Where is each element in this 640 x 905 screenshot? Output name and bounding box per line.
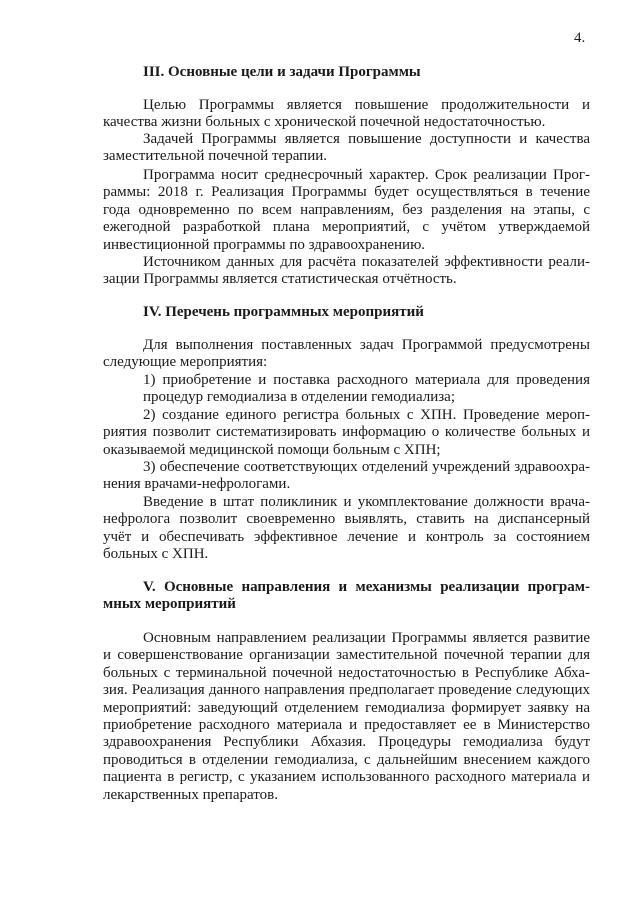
text-line: Введение в штат поликлиник и укомплектование должности врача-	[143, 494, 590, 510]
text-line: здравоохранения Республики Абхазия. Процедуры гемодиализа будут	[103, 734, 590, 751]
paragraph-term	[103, 167, 590, 254]
paragraph-task	[103, 131, 590, 166]
paragraph-intro	[103, 337, 590, 372]
text-line: риятия позволит систематизировать информацию о количестве больных и	[103, 424, 590, 441]
text-line: пациента в регистр, с указанием использованного расходного материала и	[103, 769, 590, 786]
text-line: заместительной почечной терапии.	[103, 148, 328, 165]
paragraph-source	[103, 254, 590, 289]
text-line: нения врачами-нефрологами.	[103, 476, 291, 493]
text-line: приобретение расходного материала и предоставляет ее в Министерство	[103, 716, 590, 733]
text-line: больных с ХПН.	[103, 546, 209, 563]
text-line: Основным направлением реализации Программы является развитие	[143, 630, 590, 646]
text-line: процедур гемодиализа в отделении гемодиализа;	[143, 389, 456, 406]
page-number: 4.	[574, 30, 586, 46]
text-line: Программа носит среднесрочный характер. Срок реализации Прог-	[143, 167, 590, 183]
text-line: следующие мероприятия:	[103, 354, 268, 371]
text-line: зации Программы является статистическая отчётность.	[103, 271, 457, 288]
heading-line: V. Основные направления и механизмы реализации програм-	[143, 579, 590, 595]
heading-section-3	[103, 64, 590, 81]
paragraph-staffing	[103, 494, 590, 564]
text-line: инвестиционной программы по здравоохранению.	[103, 236, 426, 253]
text-line: проводиться в отделении гемодиализа, с дальнейшим внесением каждого	[103, 751, 590, 768]
list-item-2	[103, 407, 590, 459]
text-line: Задачей Программы является повышение доступности и качества	[143, 131, 590, 147]
text-line: качества жизни больных с хронической почечной недостаточностью.	[103, 114, 546, 131]
text-line: года одновременно по всем направлениям, без разделения на этапы, с	[103, 201, 590, 218]
text-line: 1) приобретение и поставка расходного материала для проведения	[143, 372, 590, 388]
heading-line: IV. Перечень программных мероприятий	[143, 304, 424, 320]
text-line: и совершенствование организации заместительной почечной терапии для	[103, 647, 590, 664]
list-item-3	[103, 459, 590, 494]
text-line: учёт и обеспечивать эффективное лечение и контроль за состоянием	[103, 528, 590, 545]
paragraph-goal	[103, 97, 590, 132]
text-line: лекарственных препаратов.	[103, 786, 278, 803]
text-line: зия. Реализация данного направления предполагает проведение следующих	[103, 682, 590, 699]
heading-line: III. Основные цели и задачи Программы	[143, 64, 421, 80]
text-line: 2) создание единого регистра больных с ХПН. Проведение мероп-	[143, 407, 590, 423]
text-line: раммы: 2018 г. Реализация Программы будет осуществляться в течение	[103, 184, 590, 201]
heading-line: мных мероприятий	[103, 596, 236, 613]
text-line: нефролога позволит своевременно выявлять, ставить на диспансерный	[103, 511, 590, 528]
text-line: ежегодной разработкой плана мероприятий, с учётом утверждаемой	[103, 219, 590, 236]
text-line: 3) обеспечение соответствующих отделений учреждений здравоохра-	[143, 459, 590, 475]
list-item-1	[103, 372, 590, 407]
text-line: больных с терминальной почечной недостаточностью в Республике Абха-	[103, 664, 590, 681]
text-line: мероприятий: заведующий отделением гемодиализа формирует заявку на	[103, 699, 590, 716]
text-line: Целью Программы является повышение продолжительности и	[143, 97, 590, 113]
heading-section-4	[103, 304, 590, 321]
text-line: оказываемой медицинской помощи больным с ХПН;	[103, 441, 441, 458]
text-line: Для выполнения поставленных задач Программой предусмотрены	[143, 337, 590, 353]
paragraph-mechanisms	[103, 630, 590, 804]
heading-section-5	[103, 579, 590, 614]
text-line: Источником данных для расчёта показателей эффективности реали-	[143, 254, 590, 270]
